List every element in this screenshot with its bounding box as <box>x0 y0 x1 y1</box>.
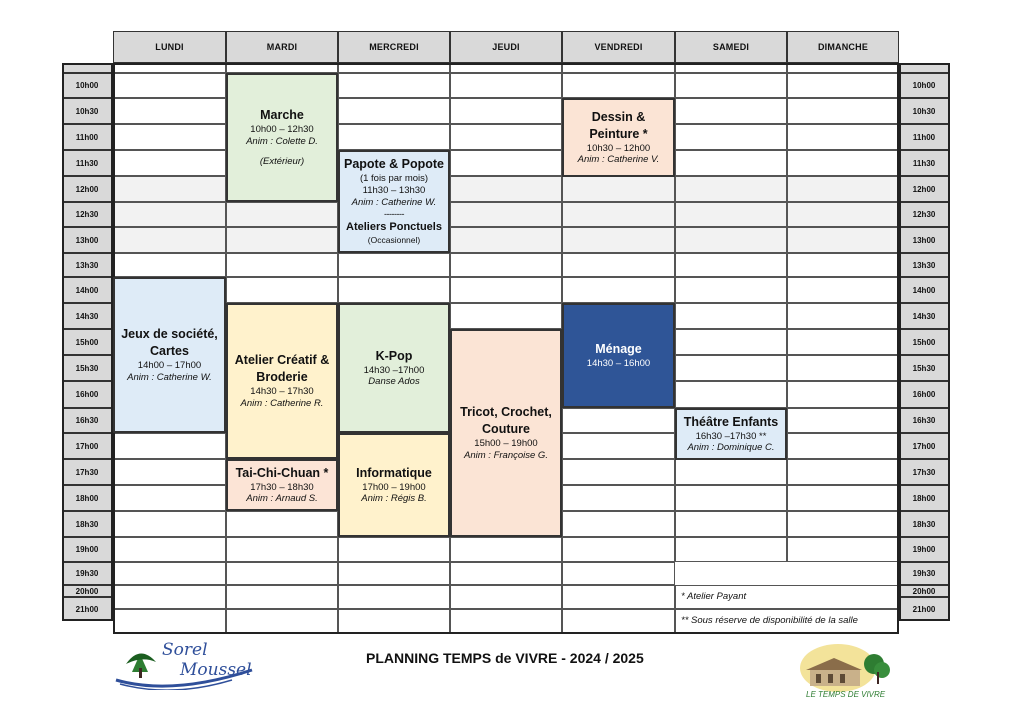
grid-cell <box>787 355 899 381</box>
grid-cell <box>450 73 562 98</box>
day-header-vendredi: VENDREDI <box>562 31 675 63</box>
grid-cell <box>113 511 226 537</box>
time-label-left-14h00: 14h00 <box>62 277 112 303</box>
time-label-right-16h30: 16h30 <box>899 408 949 433</box>
grid-cell <box>113 150 226 176</box>
time-label-right-21h00: 21h00 <box>899 597 949 621</box>
time-label-left-13h00: 13h00 <box>62 227 112 253</box>
time-label-left-16h00: 16h00 <box>62 381 112 408</box>
grid-cell <box>562 459 675 485</box>
grid-cell <box>675 253 787 277</box>
grid-cell <box>787 381 899 408</box>
grid-cell <box>450 253 562 277</box>
grid-cell <box>675 63 787 73</box>
grid-cell <box>338 63 450 73</box>
event-title: Informatique <box>356 465 432 480</box>
grid-cell <box>450 150 562 176</box>
event-informatique[interactable] <box>338 433 450 537</box>
grid-cell <box>113 227 226 253</box>
grid-cell <box>787 253 899 277</box>
event-extra: (Extérieur) <box>259 156 305 168</box>
grid-cell <box>787 511 899 537</box>
grid-cell <box>226 253 338 277</box>
time-label-right-15h00: 15h00 <box>899 329 949 355</box>
event-title-line2: Peinture * <box>589 126 648 141</box>
grid-cell <box>787 329 899 355</box>
grid-cell <box>450 562 562 585</box>
grid-cell <box>113 485 226 511</box>
grid-cell <box>562 511 675 537</box>
grid-cell <box>226 202 338 227</box>
grid-cell <box>450 609 562 633</box>
event-menage[interactable] <box>562 303 675 408</box>
grid-cell <box>787 485 899 511</box>
grid-cell <box>787 433 899 459</box>
grid-cell <box>675 202 787 227</box>
time-label-right-16h00: 16h00 <box>899 381 949 408</box>
time-spacer <box>62 63 112 73</box>
page-title: PLANNING TEMPS de VIVRE - 2024 / 2025 <box>366 650 644 666</box>
logo-text-moussel: Moussel <box>180 660 252 680</box>
time-label-left-11h00: 11h00 <box>62 124 112 150</box>
time-spacer <box>899 63 949 73</box>
grid-cell <box>226 277 338 303</box>
time-label-right-17h00: 17h00 <box>899 433 949 459</box>
event-title: Dessin & <box>591 109 646 124</box>
grid-cell <box>562 585 675 609</box>
grid-cell <box>787 63 899 73</box>
time-label-left-12h00: 12h00 <box>62 176 112 202</box>
time-label-right-11h00: 11h00 <box>899 124 949 150</box>
event-time: 14h00 – 17h00 <box>137 360 202 371</box>
event-papote-popote[interactable] <box>338 150 450 253</box>
grid-cell <box>787 459 899 485</box>
grid-cell <box>562 609 675 633</box>
grid-cell <box>450 303 562 329</box>
grid-cell <box>226 562 338 585</box>
event-separator: -------- <box>384 208 404 219</box>
note-atelier-payant: * Atelier Payant <box>681 591 747 602</box>
time-label-left-13h30: 13h30 <box>62 253 112 277</box>
time-label-right-20h00: 20h00 <box>899 585 949 597</box>
event-time: 15h00 – 19h00 <box>474 438 538 449</box>
event-anim: Anim : Arnaud S. <box>246 493 318 505</box>
time-label-right-10h00: 10h00 <box>899 73 949 98</box>
grid-cell <box>226 537 338 562</box>
time-spacer-bottom <box>899 621 949 633</box>
grid-cell <box>450 277 562 303</box>
grid-cell <box>450 585 562 609</box>
grid-cell <box>338 73 450 98</box>
time-spacer-bottom <box>62 621 112 633</box>
grid-cell <box>450 227 562 253</box>
event-time: 10h00 – 12h30 <box>250 123 314 135</box>
time-label-left-20h00: 20h00 <box>62 585 112 597</box>
grid-cell <box>338 98 450 124</box>
time-label-right-12h30: 12h30 <box>899 202 949 227</box>
event-kpop[interactable] <box>338 303 450 433</box>
time-label-right-15h30: 15h30 <box>899 355 949 381</box>
grid-cell <box>787 303 899 329</box>
time-label-right-19h30: 19h30 <box>899 562 949 585</box>
grid-cell <box>450 63 562 73</box>
event-note: (Occasionnel) <box>367 234 421 245</box>
grid-cell <box>562 537 675 562</box>
grid-cell <box>787 277 899 303</box>
grid-cell <box>675 355 787 381</box>
event-anim: Anim : Régis B. <box>361 493 427 505</box>
grid-cell <box>113 98 226 124</box>
time-label-right-13h30: 13h30 <box>899 253 949 277</box>
grid-cell <box>113 459 226 485</box>
grid-cell <box>113 609 226 633</box>
event-frequency: (1 fois par mois) <box>359 173 429 185</box>
grid-cell <box>338 124 450 150</box>
grid-cell <box>113 202 226 227</box>
time-label-left-21h00: 21h00 <box>62 597 112 621</box>
time-label-left-10h00: 10h00 <box>62 73 112 98</box>
event-time: 14h30 – 17h30 <box>250 386 314 397</box>
grid-cell <box>562 433 675 459</box>
grid-cell <box>450 537 562 562</box>
event-title: Tricot, Crochet, <box>460 405 552 420</box>
event-title: Théâtre Enfants <box>683 414 779 429</box>
time-label-left-18h00: 18h00 <box>62 485 112 511</box>
event-title: Marche <box>260 107 304 122</box>
time-label-right-14h30: 14h30 <box>899 303 949 329</box>
time-label-left-19h30: 19h30 <box>62 562 112 585</box>
event-title: Atelier Créatif & <box>234 353 330 368</box>
event-anim: Anim : Catherine W. <box>351 197 437 209</box>
time-label-left-17h00: 17h00 <box>62 433 112 459</box>
grid-cell <box>113 433 226 459</box>
event-jeux-societe[interactable] <box>113 277 226 433</box>
house-logo-icon <box>798 640 892 692</box>
logo-temps-de-vivre <box>798 640 892 702</box>
grid-cell <box>562 227 675 253</box>
time-label-right-17h30: 17h30 <box>899 459 949 485</box>
event-dessin-peinture[interactable] <box>562 98 675 177</box>
grid-cell <box>562 73 675 98</box>
logo-sorel-moussel <box>112 640 262 690</box>
grid-cell <box>675 329 787 355</box>
grid-cell <box>675 537 787 562</box>
event-title: Papote & Popote <box>344 157 445 172</box>
day-header-mardi: MARDI <box>226 31 338 63</box>
event-time: 11h30 – 13h30 <box>362 185 426 197</box>
grid-cell <box>226 585 338 609</box>
event-marche[interactable] <box>226 73 338 202</box>
grid-cell <box>675 176 787 202</box>
grid-cell <box>338 277 450 303</box>
grid-cell <box>226 63 338 73</box>
grid-cell <box>338 585 450 609</box>
grid-cell <box>675 485 787 511</box>
day-header-jeudi: JEUDI <box>450 31 562 63</box>
event-tai-chi-chuan[interactable] <box>226 459 338 511</box>
grid-cell <box>338 562 450 585</box>
time-label-left-10h30: 10h30 <box>62 98 112 124</box>
time-label-right-18h30: 18h30 <box>899 511 949 537</box>
event-anim: Anim : Catherine R. <box>240 397 324 409</box>
time-label-left-18h30: 18h30 <box>62 511 112 537</box>
event-time: 17h00 – 19h00 <box>362 481 426 493</box>
grid-cell <box>675 381 787 408</box>
event-title-line2: Couture <box>482 422 530 437</box>
grid-cell <box>562 562 675 585</box>
time-label-right-14h00: 14h00 <box>899 277 949 303</box>
time-label-right-13h00: 13h00 <box>899 227 949 253</box>
time-label-right-12h00: 12h00 <box>899 176 949 202</box>
event-anim: Anim : Catherine W. <box>127 371 212 383</box>
grid-cell <box>675 124 787 150</box>
time-label-left-12h30: 12h30 <box>62 202 112 227</box>
event-time: 14h30 – 16h00 <box>586 357 651 369</box>
grid-cell <box>675 227 787 253</box>
time-label-left-14h30: 14h30 <box>62 303 112 329</box>
logo-text-temps-de-vivre: LE TEMPS DE VIVRE <box>806 690 886 699</box>
event-title: Ménage <box>595 342 642 356</box>
grid-cell <box>675 511 787 537</box>
grid-cell <box>787 73 899 98</box>
grid-cell <box>113 253 226 277</box>
grid-cell <box>562 202 675 227</box>
grid-cell <box>113 562 226 585</box>
event-anim: Danse Ados <box>368 376 420 388</box>
grid-cell <box>226 609 338 633</box>
grid-cell <box>562 176 675 202</box>
grid-cell <box>562 253 675 277</box>
grid-cell <box>787 150 899 176</box>
time-label-left-15h30: 15h30 <box>62 355 112 381</box>
event-title: Jeux de société, <box>121 327 218 342</box>
grid-cell <box>450 176 562 202</box>
note-sous-reserve: ** Sous réserve de disponibilité de la salle <box>681 615 858 626</box>
grid-cell <box>675 73 787 98</box>
event-title-line2: Cartes <box>150 344 189 359</box>
grid-cell <box>675 303 787 329</box>
time-label-left-17h30: 17h30 <box>62 459 112 485</box>
event-anim: Anim : Dominique C. <box>687 442 775 454</box>
grid-cell <box>226 227 338 253</box>
event-title-line2: Broderie <box>256 370 308 385</box>
event-anim: Anim : Colette D. <box>246 135 318 147</box>
event-atelier-creatif[interactable] <box>226 303 338 459</box>
day-header-lundi: LUNDI <box>113 31 226 63</box>
event-tricot[interactable] <box>450 329 562 537</box>
grid-cell <box>675 98 787 124</box>
event-time: 16h30 –17h30 ** <box>695 430 767 442</box>
grid-cell <box>562 277 675 303</box>
grid-cell <box>113 63 226 73</box>
grid-cell <box>787 227 899 253</box>
grid-cell <box>562 408 675 433</box>
grid-cell <box>338 537 450 562</box>
grid-cell <box>113 73 226 98</box>
grid-cell <box>787 124 899 150</box>
day-header-mercredi: MERCREDI <box>338 31 450 63</box>
time-label-left-15h00: 15h00 <box>62 329 112 355</box>
grid-cell <box>562 485 675 511</box>
grid-cell <box>675 459 787 485</box>
time-label-right-11h30: 11h30 <box>899 150 949 176</box>
grid-cell <box>113 585 226 609</box>
day-header-dimanche: DIMANCHE <box>787 31 899 63</box>
grid-cell <box>787 176 899 202</box>
grid-cell <box>787 202 899 227</box>
grid-cell <box>113 176 226 202</box>
grid-cell <box>675 277 787 303</box>
event-title: Tai-Chi-Chuan * <box>235 465 329 480</box>
grid-cell <box>226 511 338 537</box>
grid-cell <box>113 124 226 150</box>
event-time: 14h30 –17h00 <box>363 364 425 376</box>
event-time: 17h30 – 18h30 <box>250 481 314 493</box>
grid-cell <box>338 253 450 277</box>
time-label-right-19h00: 19h00 <box>899 537 949 562</box>
grid-cell <box>787 98 899 124</box>
grid-cell <box>787 408 899 433</box>
time-label-right-10h30: 10h30 <box>899 98 949 124</box>
event-anim: Anim : Catherine V. <box>577 154 660 166</box>
time-label-left-16h30: 16h30 <box>62 408 112 433</box>
day-header-samedi: SAMEDI <box>675 31 787 63</box>
time-label-left-11h30: 11h30 <box>62 150 112 176</box>
time-label-left-19h00: 19h00 <box>62 537 112 562</box>
time-label-right-18h00: 18h00 <box>899 485 949 511</box>
grid-cell <box>450 124 562 150</box>
grid-cell <box>450 98 562 124</box>
grid-cell <box>450 202 562 227</box>
event-theatre-enfants[interactable] <box>675 408 787 460</box>
grid-cell <box>113 537 226 562</box>
event-time: 10h30 – 12h00 <box>586 142 651 154</box>
grid-cell <box>675 150 787 176</box>
grid-cell <box>338 609 450 633</box>
event-anim: Anim : Françoise G. <box>464 449 548 461</box>
logo-text-sorel: Sorel <box>162 640 208 660</box>
grid-cell <box>787 537 899 562</box>
event-title: K-Pop <box>375 348 413 363</box>
event-title-secondary: Ateliers Ponctuels <box>346 221 442 234</box>
grid-cell <box>562 63 675 73</box>
